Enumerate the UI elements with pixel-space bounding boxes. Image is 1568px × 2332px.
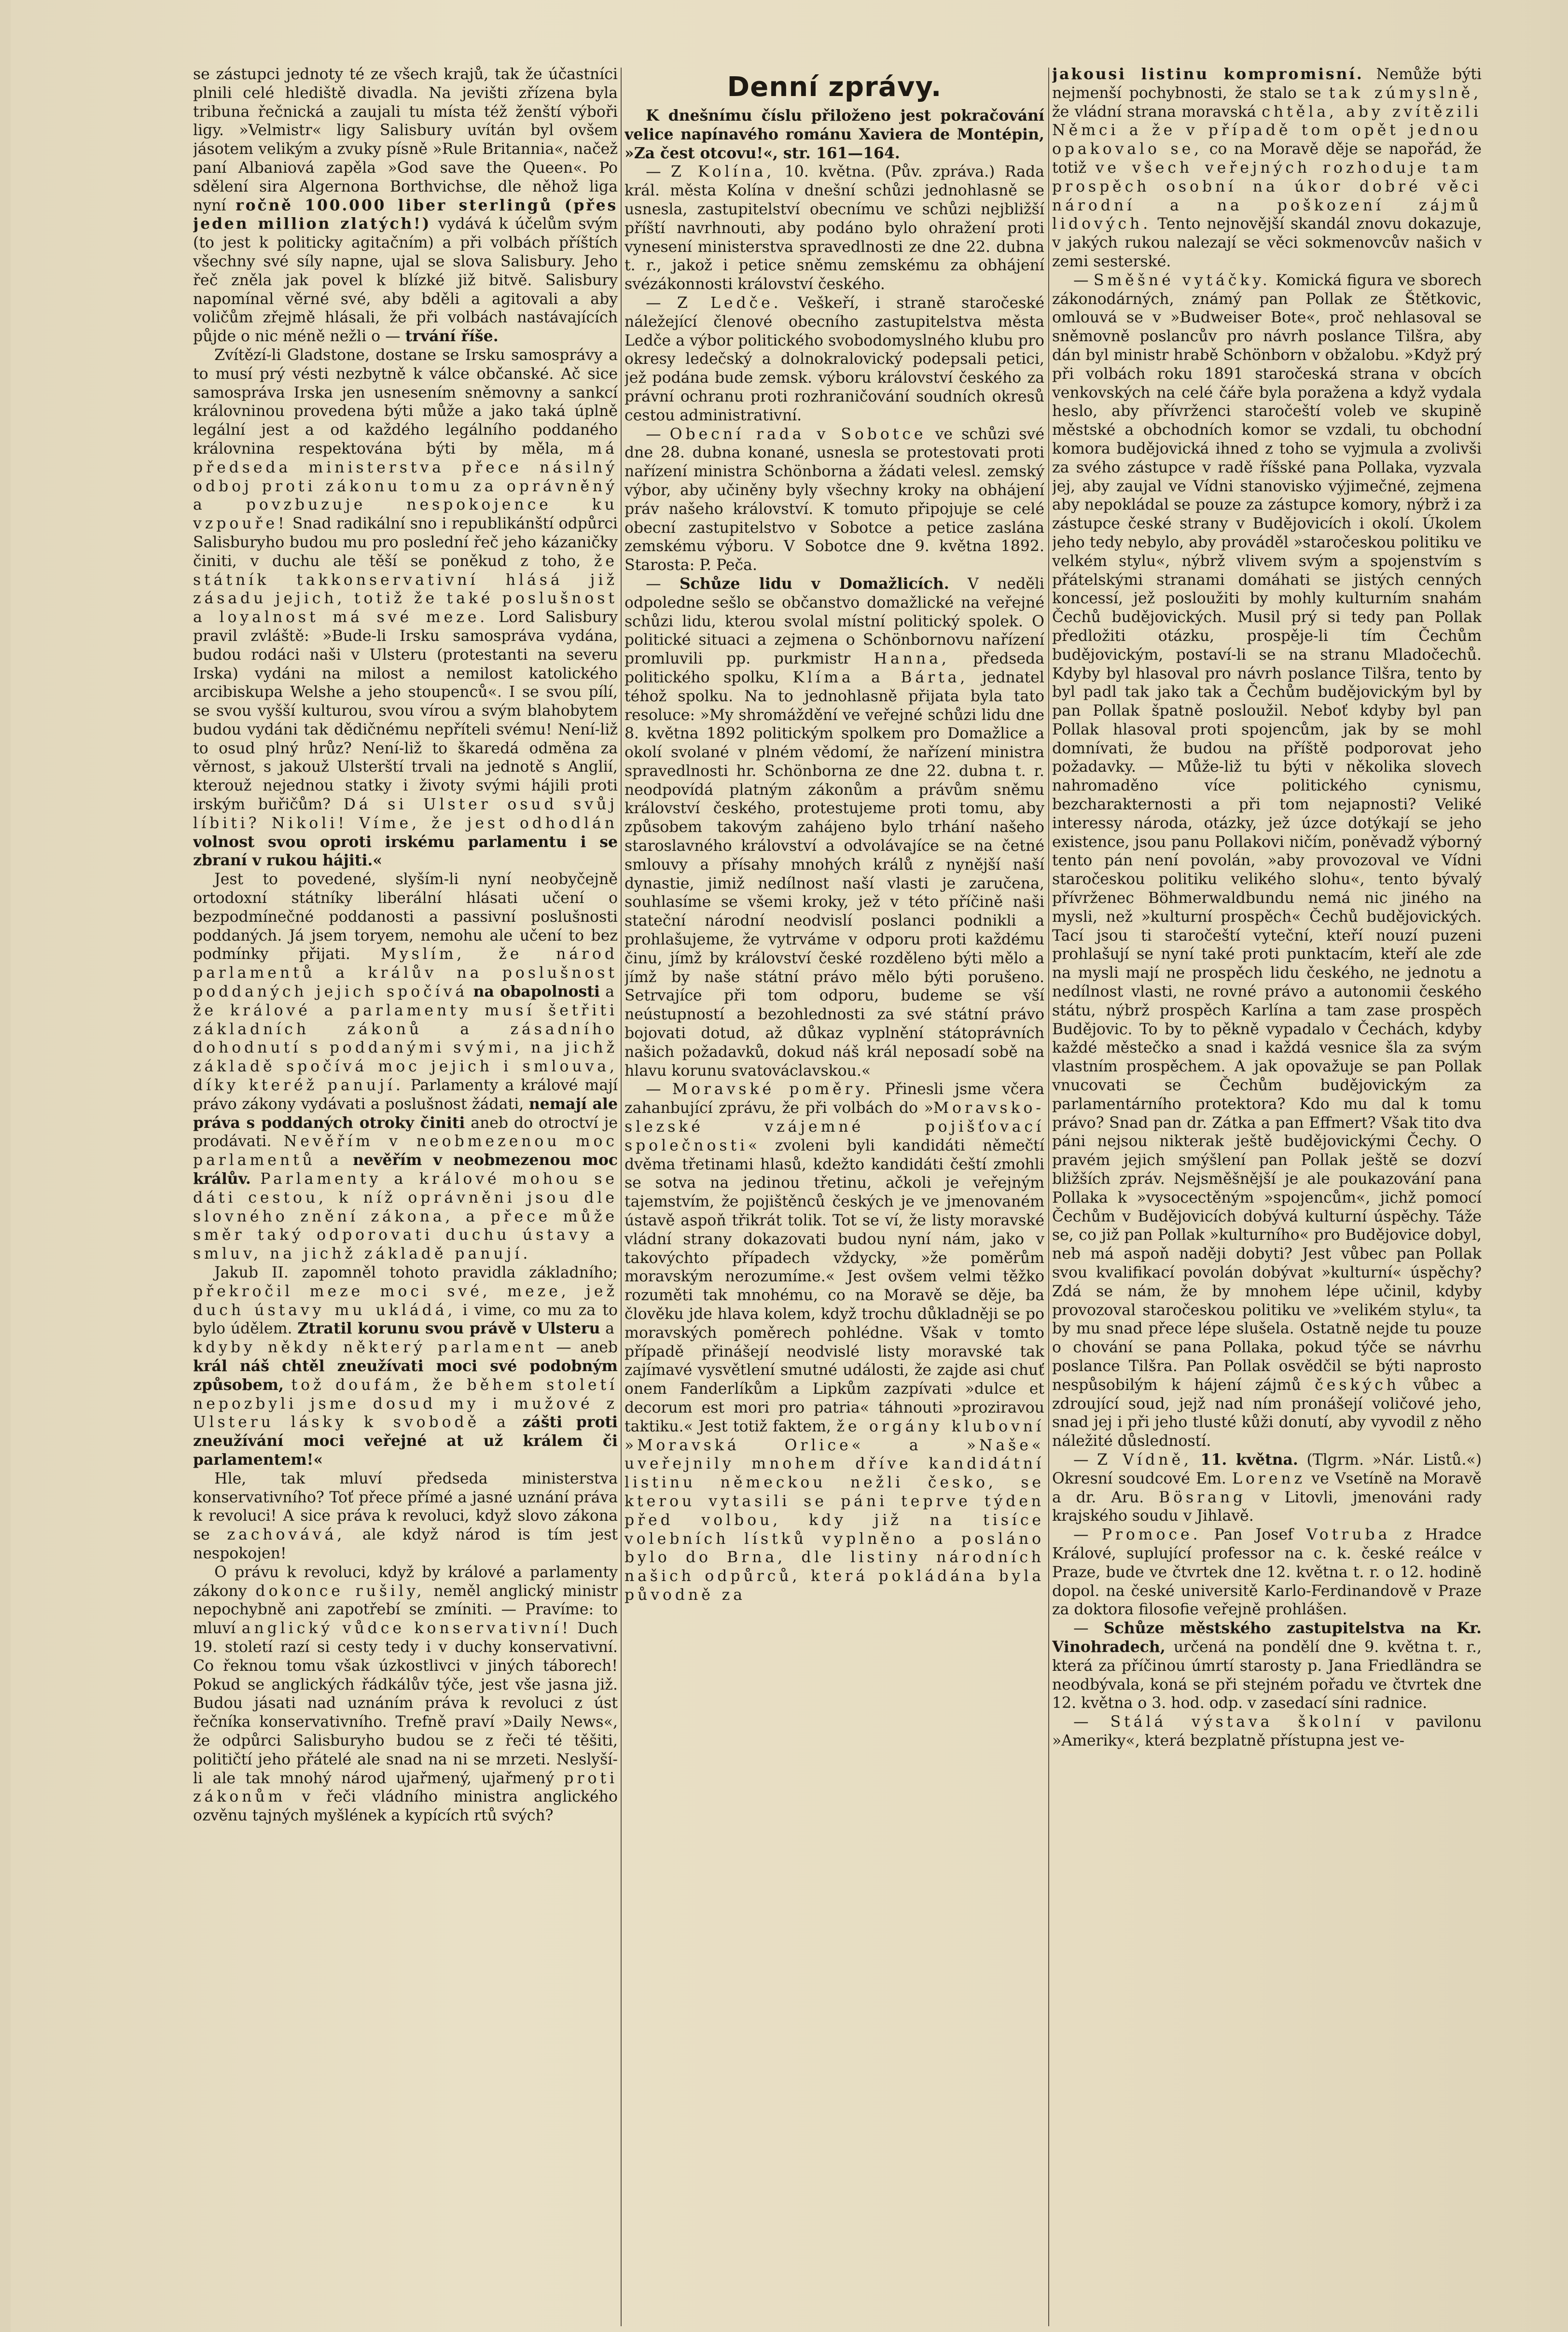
emphasized-text: Z Vídně, [1097, 1451, 1192, 1469]
text-run: v řeči vládního ministra anglického ozvěnu tajných myšlének a kypících rtů svých? [193, 1788, 618, 1825]
text-run: co na Moravě děje se napořád, že totiž [1052, 140, 1482, 177]
emphasized-text: nevěřím v neobmezenou moc králův. [193, 1151, 618, 1188]
article-paragraph [193, 65, 618, 346]
text-run: Zvítězí-li Gladstone, dostane se Irsku samosprávy a to musí prý vésti nezbytně k válce občanské. Ač sice samospráva Irska jen usnesením sněmovny a sankcí královninou provedena býti může a jako taká úplně legální jest a od každého legálního poddaného královnina respektována býti by měla, [193, 346, 618, 458]
text-run [468, 983, 473, 1000]
emphasized-text: tož doufám, že během století nepozbyli jsme dosud my i mužové z Ulsteru lásky k svobodě a [193, 1376, 618, 1431]
emphasized-text: Obecní rada v Sobotce [669, 425, 927, 443]
text-run: vydává k účelům svým (to jest k politicky agitačním) a při volbách příštích všechny své síly napne, ujal se slova Salisbury. Jeho řeč zněla jak povel k blízké již bitvě. Salisbury napomínal věrné své, aby bděli a agitovali a aby voličům zřejmě hlásali, že při volbách nastávajících půjde o nic méně nežli o — [193, 215, 618, 346]
emphasized-text: tak zúmyslně, [1329, 84, 1482, 102]
text-run: (Tlgrm. »Nár. Listů.«) Okresní soudcové Em. [1052, 1451, 1482, 1487]
text-run: v Litovli, jmenováni rady krajského soudu v Jihlavě. [1052, 1488, 1482, 1525]
emphasized-text: nemají ale práva s poddaných otroky činiti [193, 1095, 618, 1132]
text-run: — [646, 575, 680, 593]
text-run: — [646, 1081, 672, 1098]
emphasized-text: na obapolnosti [473, 983, 600, 1001]
text-run [509, 1414, 523, 1431]
text-run: aneb do otroctví je prodávati. [193, 1114, 618, 1151]
article-paragraph [193, 1563, 618, 1825]
emphasized-text: Směšné vytáčky. [1093, 271, 1271, 289]
emphasized-text: Schůze městského zastupitelstva na [1103, 1619, 1442, 1638]
emphasized-text: 11. května. [1200, 1450, 1298, 1469]
text-run: — [1073, 1451, 1097, 1469]
emphasized-text: má předseda ministerstva přece násilný odboj proti zákonu tomu za oprávněný a povzbuzuje nespokojence ku vzpouře! [193, 440, 618, 533]
emphasized-text: Dá si Ulster osud svůj líbiti? Nikoli! Víme, že jest odhodlán [193, 796, 618, 832]
column-divider [1048, 68, 1049, 2326]
section-heading: Denní zprávy. [727, 71, 942, 103]
emphasized-text: zášti proti zneužívání moci veřejné at už králem či parlamentem!« [193, 1413, 618, 1469]
emphasized-text: volnost svou oproti irskému parlamentu i se zbraní v rukou hájiti.« [193, 833, 618, 870]
newspaper-page [11, 0, 1550, 2332]
text-run: Duch 19. století razí si cesty tedy i v duchy konservativní. Co řeknou tomu však úzkostlivci v jiných táborech! Pokud se anglických řádkálův týče, jest vše jasna již. Budou jásati nad uznáním práva k revoluci z úst řečníka konservativního. Trefně praví »Daily News«, že odpůrci Salisburyho budou se z řeči té těšiti, političtí jeho přátelé ale snad na ni se mrzeti. Neslyší-li ale tak mnohý národ ujařmený, ujařmený [193, 1620, 618, 1787]
emphasized-text: Myslím, že národ parlamentů a králův na poslušnost poddaných jejich spočívá [193, 945, 618, 1001]
article-paragraph [624, 1080, 1044, 1604]
text-run: Jakub II. zapomněl tohoto pravidla základního; [214, 1264, 618, 1281]
article-paragraph [624, 107, 1044, 163]
emphasized-text: ve všech veřejných rozhoduje tam prospěch osobní na úkor dobré věci národní a na poškození zájmů lidových. [1052, 159, 1482, 233]
text-run: vůbec a zdroující soud, jejž nad ním pronášejí voličové jeho, snad jej i při jeho tlusté kůži donutí, aby vyvodil z něho náležité důsledností. [1052, 1376, 1482, 1450]
article-paragraph [193, 346, 618, 870]
text-run: Komická figura ve sborech zákonodárných, známý pan Pollak ze Štětkovic, omlouvá se v »Budweiser Bote«, proč nehlasoval se sněmovně poslancův pro návrh poslance Tilšra, aby dán byl ministr hrabě Schönborn v obžalobu. »Když prý při volbách roku 1891 staročeská strana v obcích venkovských na celé čáře byla poražena a když vydala heslo, aby přívrženci staročeští voleb ve skupině městské a obchodních komor se vzdali, tu obchodní komora budějovická ihned z toho se vyjmula a zvolivši za svého zástupce v radě říšské pana Pollaka, vyzvala jej, aby zaujal ve Vídni stanovisko výjimečné, zejmena aby nepokládal se pouze za zástupce komory, nýbrž i za zástupce české strany v Budějovicích i okolí. Úkolem jeho tedy nebylo, aby prováděl »staročeskou politiku ve velkém stylu«, nýbrž vlivem svým a spojenstvím s přátelskými stranami domáhati se jistých cenných koncessí, jež posloužiti by mohly kulturním snahám Čechů budějovických. Musil prý si tedy pan Pollak předložiti otázku, prospěje-li tím Čechům budějovickým, postaví-li se na stranu Mladočechů. Kdyby byl hlasoval pro návrh poslance Tilšra, tento by byl padl tak jako tak a Čechům budějovickým byl by pan Pollak špatně posloužil. Neboť kdyby byl pan Pollak hlasoval proti spojencům, jak by se mohl domnívati, že budou na příště podporovat jeho požadavky. — Může-liž tu býti v několika slovech nahromaděno více politického cynismu, bezcharakternosti a při tom nejapnosti? Veliké interessy národa, otázky, jež úzce dotýkají se jeho existence, jsou panu Pollakovi ničím, poněvadž výborný tento pán není povolán, »aby provozoval ve Vídni staročeskou politiku velikého slohu«, tento bývalý přívrženec Böhmerwaldbundu nemá nic jiného na mysli, než »kulturní prospěch« Čechů budějovických. Tací jsou ti staročeští vyteční, kteří nouzí puzeni prohlašují se nyní také proti punktacím, kteří ale zde na mysli mají ne prospěch lidu českého, ne jednotu a nedílnost vlasti, ne rovné právo a autonomii českého státu, nýbrž prospěch Karlína a tam zase prospěch Budějovic. To by to pěkně vypadalo v Čechách, kdyby každé městečko a snad i každá vesnice šla za svým vlastním prospěchem. A jak opovažuje se pan Pollak vnucovati se Čechům budějovickým za parlamentárního protektora? Kdo mu dal k tomu právo? Snad pan dr. Zátka a pan Effmert? Však tito dva páni nejsou nikterak ještě budějovickými Čechy. O pravém jejich smýšlení pan Pollak ještě se dozví bližších zpráv. Nejsměšnější je ale poukazování pana Pollaka k »vysocectěným »spojencům«, jichž pomocí Čechům v Budějovicích dobývá kulturní úspěchy. Táže se, co již pan Pollak »kulturního« pro Budějovice dobyl, neb má aspoň naději dobyti? Jest vůbec pan Pollak svou kvalifikací povolán dobývat »kulturní« úspěchy? Zdá se nám, že by mnohem lépe učinil, kdyby provozoval staročeskou politiku ve »velikém stylu«, ta by mu snad přece lépe slušela. Ostatně nejde tu pouze o chování se pana Pollaka, pokud týče se návrhu poslance Tilšra. Pan Pollak osvědčil se býti naprosto nespůsobilým k hájení zájmů [1052, 271, 1482, 1394]
emphasized-text: a kdyby někdy některý parlament [193, 1320, 618, 1357]
article-paragraph [193, 1470, 618, 1563]
emphasized-text: Ztratil korunu svou právě v Ulsteru [297, 1319, 600, 1338]
emphasized-text: anglický vůdce konservativní! [241, 1620, 571, 1638]
emphasized-text: Promoce. [1101, 1526, 1201, 1544]
text-run: Nemůže býti nejmenší pochybnosti, že stalo se [1052, 66, 1482, 102]
emphasized-text: že orgány klubovní »Moravská Orlice« a »Naše« uveřejnily mnohem dříve kandidátní listinu německou nežli česko, se kterou vytasili se páni teprve týden před volbou, kdy již na tisíce volebních lístků vyplněno a posláno bylo do Brna, dle listiny národních našich odpůrců, která pokládána byla původně za [624, 1417, 1044, 1604]
text-run: — [1073, 271, 1094, 289]
text-run: i vime, co mu za to bylo údělem. [193, 1301, 618, 1338]
emphasized-text: a že králové a parlamenty musí šetřiti základních zákonů a zásadního dohodnutí s poddanými svými, na jichž základě spočívá moc jejich i smlouva, díky kteréž panují. [193, 983, 618, 1095]
text-run: Tento nejnovější skandál znovu dokazuje, v jakých rukou nalezají se věci sokmenovcův našich v zemi sesterské. [1052, 215, 1482, 270]
article-paragraph [1052, 1451, 1482, 1526]
text-run: — [646, 425, 670, 443]
text-run: neměl anglický ministr nepochybně ani zapotřebí se zmíniti. — Pravíme: to mluví [193, 1582, 618, 1638]
text-run [1442, 1620, 1457, 1637]
text-run: — [1073, 1620, 1104, 1638]
emphasized-text: Lorenz [1232, 1470, 1306, 1487]
text-run: O právu k revoluci, když by králové a parlamenty zákony [193, 1563, 618, 1600]
text-run: určená na pondělí dne 9. května t. r., která za příčinou úmrtí starosty p. Jana Friedländra se neodbývala, koná se při stejném pořadu ve čtvrtek dne 12. května o 3. hod. odp. v zasedací síni radnice. [1052, 1638, 1482, 1712]
column-2 [624, 65, 1044, 2329]
emphasized-text: jakousi listinu kompromisní. [1052, 65, 1364, 83]
text-run: 10. května. (Pův. zpráva.) Rada král. města Kolína v dnešní schůzi jednohlasně se usnesla, zastupitelství obecnímu ve schůzi nejbližší příští navrhnouti, aby podáno bylo ohražení proti vynesení ministerstva spravedlnosti ze dne 22. dubna t. r., jakož i petice sněmu zemskému za obhájení svézákonnosti království českého. [624, 163, 1044, 293]
emphasized-text: Nevěřím v neobmezenou moc parlamentů a [193, 1133, 618, 1169]
text-run: Přinesli jsme včera zahanbující zprávu, že při volbách do » [624, 1081, 1044, 1117]
emphasized-text: ročně 100.000 liber sterlingů (přes jeden million zlatých!) [193, 196, 618, 233]
emphasized-text: překročil meze moci své, meze, jež duch ústavy mu ukládá, [193, 1282, 618, 1319]
text-run: V neděli odpoledne sešlo se občanstvo domažlické na veřejné schůzi lidu, kterou svolal místní politický spolek. O politické situaci a zejmena o Schönbornovu nařízení promluvili pp. purkmistr [624, 575, 1044, 668]
emphasized-text: Votruba [1306, 1526, 1391, 1544]
emphasized-text: král náš chtěl zneužívati moci své podobným způsobem, [193, 1357, 618, 1394]
text-run: — aneb [547, 1339, 618, 1357]
emphasized-text: že státník takkonservativní hlásá již zásadu jejich, totiž že také poslušnost a loyalnost má své meze. [193, 552, 618, 626]
emphasized-text: Klíma a Bárta, [792, 668, 969, 686]
text-run: Lord Salisbury pravil zvláště: »Bude-li Irsku samospráva vydána, budou rodáci naši v Ulsteru (protestanti na severu Irska) vydáni na milost a nemilost katolického arcibiskupa Welshe a jeho stoupenců«. I se svou pílí, se svou vyšší kulturou, svou vírou a svým blahobytem budou vydáni tak dědičnému nepříteli svému! Není-liž to osud plný hrůz? Není-liž to škaredá odměna za věrnost, s jakouž Ulsterští trvali na jednotě s Anglií, kterouž nejednou statky i životy svými hájili proti irským buřičům? [193, 609, 618, 814]
emphasized-text: Bösrang [1159, 1488, 1247, 1506]
emphasized-text: zachovává, [227, 1526, 346, 1544]
text-run: Pan Josef [1201, 1526, 1307, 1544]
article-paragraph [1052, 1619, 1482, 1713]
emphasized-text: Kr. Vinohradech, [1052, 1619, 1482, 1656]
text-run: Jest to povedené, slyším-li nyní neobyčejně ortodoxní státníky liberální hlásati učení o bezpodmínečné poddanosti a passivní poslušnosti poddaných. Já jsem toryem, nemohu ale učení to bez podmínky přijati. [193, 871, 618, 963]
text-run: ale když národ is tím jest nespokojen! [193, 1526, 618, 1562]
emphasized-text: Z Ledče. [677, 294, 782, 312]
article-paragraph [1052, 1713, 1482, 1750]
article-paragraph [624, 294, 1044, 425]
emphasized-text: Hanna, [874, 650, 950, 668]
emphasized-text: K dnešnímu číslu přiloženo jest pokračování velice napínavého románu Xaviera de Montépin, »Za čest otcovu!«, str. 161—164. [624, 107, 1044, 162]
article-paragraph [1052, 1526, 1482, 1619]
text-run [1192, 1451, 1201, 1469]
text-run: Parlamenty a králové mají právo zákony vydávati a poslušnost žádati, [193, 1077, 618, 1113]
emphasized-text: proti zákonům [193, 1769, 618, 1806]
article-paragraph [193, 870, 618, 1263]
text-run [284, 1376, 291, 1394]
text-run [342, 1152, 353, 1169]
article-paragraph [1052, 65, 1482, 271]
text-run [600, 983, 605, 1000]
emphasized-text: chtěla, aby zvítězili Němci a že v případě tom opět jednou opakovalo se, [1052, 103, 1482, 158]
text-run [251, 1170, 260, 1188]
text-run: Hle, tak mluví předseda ministerstva konservativního? Toť přece přímé a jasné uznání práva k revoluci! A sice práva k revoluci, když slovo zákona se [193, 1470, 618, 1544]
text-run: předseda politického spolku, [624, 650, 1044, 686]
emphasized-text: českých [1315, 1376, 1400, 1394]
emphasized-text: Stálá výstava školní [1110, 1713, 1364, 1731]
text-run: — [1073, 1713, 1110, 1731]
text-run: že vládní strana moravská [1052, 103, 1262, 121]
text-run: — [646, 294, 677, 312]
text-run: jednatel téhož spolku. Na to jednohlasně přijata byla tato resoluce: »My shromáždění ve veřejné schůzi lidu dne 8. května 1892 politickým spolkem pro Domažlice a okolí svolané v plném vědomí, že nařízení ministra spravedlnosti hr. Schönborna ze dne 22. dubna t. r. neodpovídá platným zákonům a právům sněmu království českého, protestujeme proti tomu, aby způsobem takovým zahájeno bylo trhání našeho staroslavného království a odvolávajíce se na četné smlouvy a přísahy mnohých králů z nynější naší dynastie, jimiž nedílnost naší vlasti je zaručena, souhlasíme se všemi kroky, jež v této příčině naši stateční národní neodvislí poslanci podnikli a prohlašujeme, že vytrváme v odporu proti každému činu, jímž by království české rozděleno býti mělo a jímž by naše státní právo mělo býti porušeno. Setrvajíce při tom odporu, budeme se vší neústupností a bezohlednosti za své státní právo bojovati dotud, až důkaz vyplnění státoprávních našich požadavků, dokud náš král neposadí sobě na hlavu korunu svatováclavskou.« [624, 668, 1044, 1080]
emphasized-text: Moravsko-slezské vzájemné pojišťovací společnosti [624, 1099, 1044, 1154]
text-run: Snad radikální sno i republikánští odpůrci Salisburyho budou mu pro poslední řeč jeho kázaničky činiti, v duchu ale těší se poněkud z toho, [193, 515, 618, 570]
text-run: ve schůzi své dne 28. dubna konané, usnesla se protestovati proti nařízení ministra Schönborna a žádati velesl. zemský výbor, aby učiněny byly všechny kroky na obhájení práv našeho království. K tomuto připojuje se celé obecní zastupitelstvo v Sobotce a petice zaslána zemskému výboru. V Sobotce dne 9. května 1892. Starosta: P. Peča. [624, 425, 1044, 574]
column-1 [193, 65, 618, 2329]
emphasized-text: Moravské poměry. [672, 1081, 874, 1098]
text-run: « zvoleni byli kandidáti němečtí dvěma třetinami hlasů, kdežto kandidáti čeští zmohli se sotva na jedinou třetinu, ačkoli je veřejným tajemstvím, že pojištěnců českých je ve jmenovaném ústavě aspoň třikrát tolik. Tot se ví, že listy moravské vládní strany dokazovati budou nyní nám, jako v takovýchto případech vždycky, »že poměrům moravským nerozumíme.« Jest ovšem velmi těžko rozuměti tak mnohému, co na Moravě se děje, ba člověku jde hlava kolem, když trochu důkladněji se po moravských poměrech pohlédne. Však v tomto případě přinášejí neodvislé listy moravské tak zajímavé vysvětlení smutné události, že zajde asi chuť onem Fanderlíkům a Lipkům zazpívati »dulce et decorum est mori pro patria« táhnouti »proziravou taktiku.« Jest totiž faktem, [624, 1137, 1044, 1435]
text-run: v pavilonu »Ameriky«, která bezplatně přístupna jest ve- [1052, 1713, 1482, 1749]
text-run: se zástupci jednoty té ze všech krajů, tak že účastníci plnili celé hlediště divadla. Na jevišti zřízena byla tribuna řečnická a zaujali tu místa též ženští výboři ligy. »Velmistr« ligy Salisbury uvítán byl ovšem jásotem velikým a zvuky písně »Rule Britannia«, načež paní Albaniová zapěla »God save the Queen«. Po sdělení sira Algernona Borthvichse, dle něhož liga nyní [193, 66, 618, 214]
article-paragraph [193, 1263, 618, 1470]
text-run: z Hradce Králové, suplující professor na c. k. české reálce v Praze, bude ve čtvrtek dne 12. května t. r. o 12. hodině dopol. na české universitě Karlo-Ferdinandově v Praze za doktora filosofie veřejně prohlášen. [1052, 1526, 1482, 1619]
article-paragraph [1052, 271, 1482, 1451]
column-divider [621, 68, 622, 2326]
column-3 [1052, 65, 1482, 2329]
article-paragraph [624, 575, 1044, 1081]
article-paragraph [624, 425, 1044, 575]
emphasized-text: Parlamenty a králové mohou se dáti cestou, k níž oprávněni jsou dle slovného znění zákona, a přece může směr taký odporovati duchu ústavy a smluv, na jichž základě panují. [193, 1170, 618, 1263]
text-run [600, 1320, 605, 1337]
text-run: ve Vsetíně na Moravě a dr. Aru. [1052, 1470, 1482, 1506]
emphasized-text: Z Kolína, [670, 163, 775, 181]
emphasized-text: trvání říše. [405, 327, 499, 346]
text-run: Veškeří, i straně staročeské náležející členové obecního zastupitelstva města Ledče a výbor politického svobodomyslného klubu pro okresy ledečský a dolnokralovický podepsali petici, jež podána bude zemsk. výboru království českého za právní ochranu proti rozhraničování soudních okresů cestou administrativní. [624, 294, 1044, 424]
text-run: — [646, 163, 671, 181]
emphasized-text: Schůze lidu v Domažlicích. [679, 574, 949, 593]
article-paragraph [624, 163, 1044, 294]
emphasized-text: dokonce rušily, [255, 1582, 425, 1600]
text-run: — [1073, 1526, 1102, 1544]
